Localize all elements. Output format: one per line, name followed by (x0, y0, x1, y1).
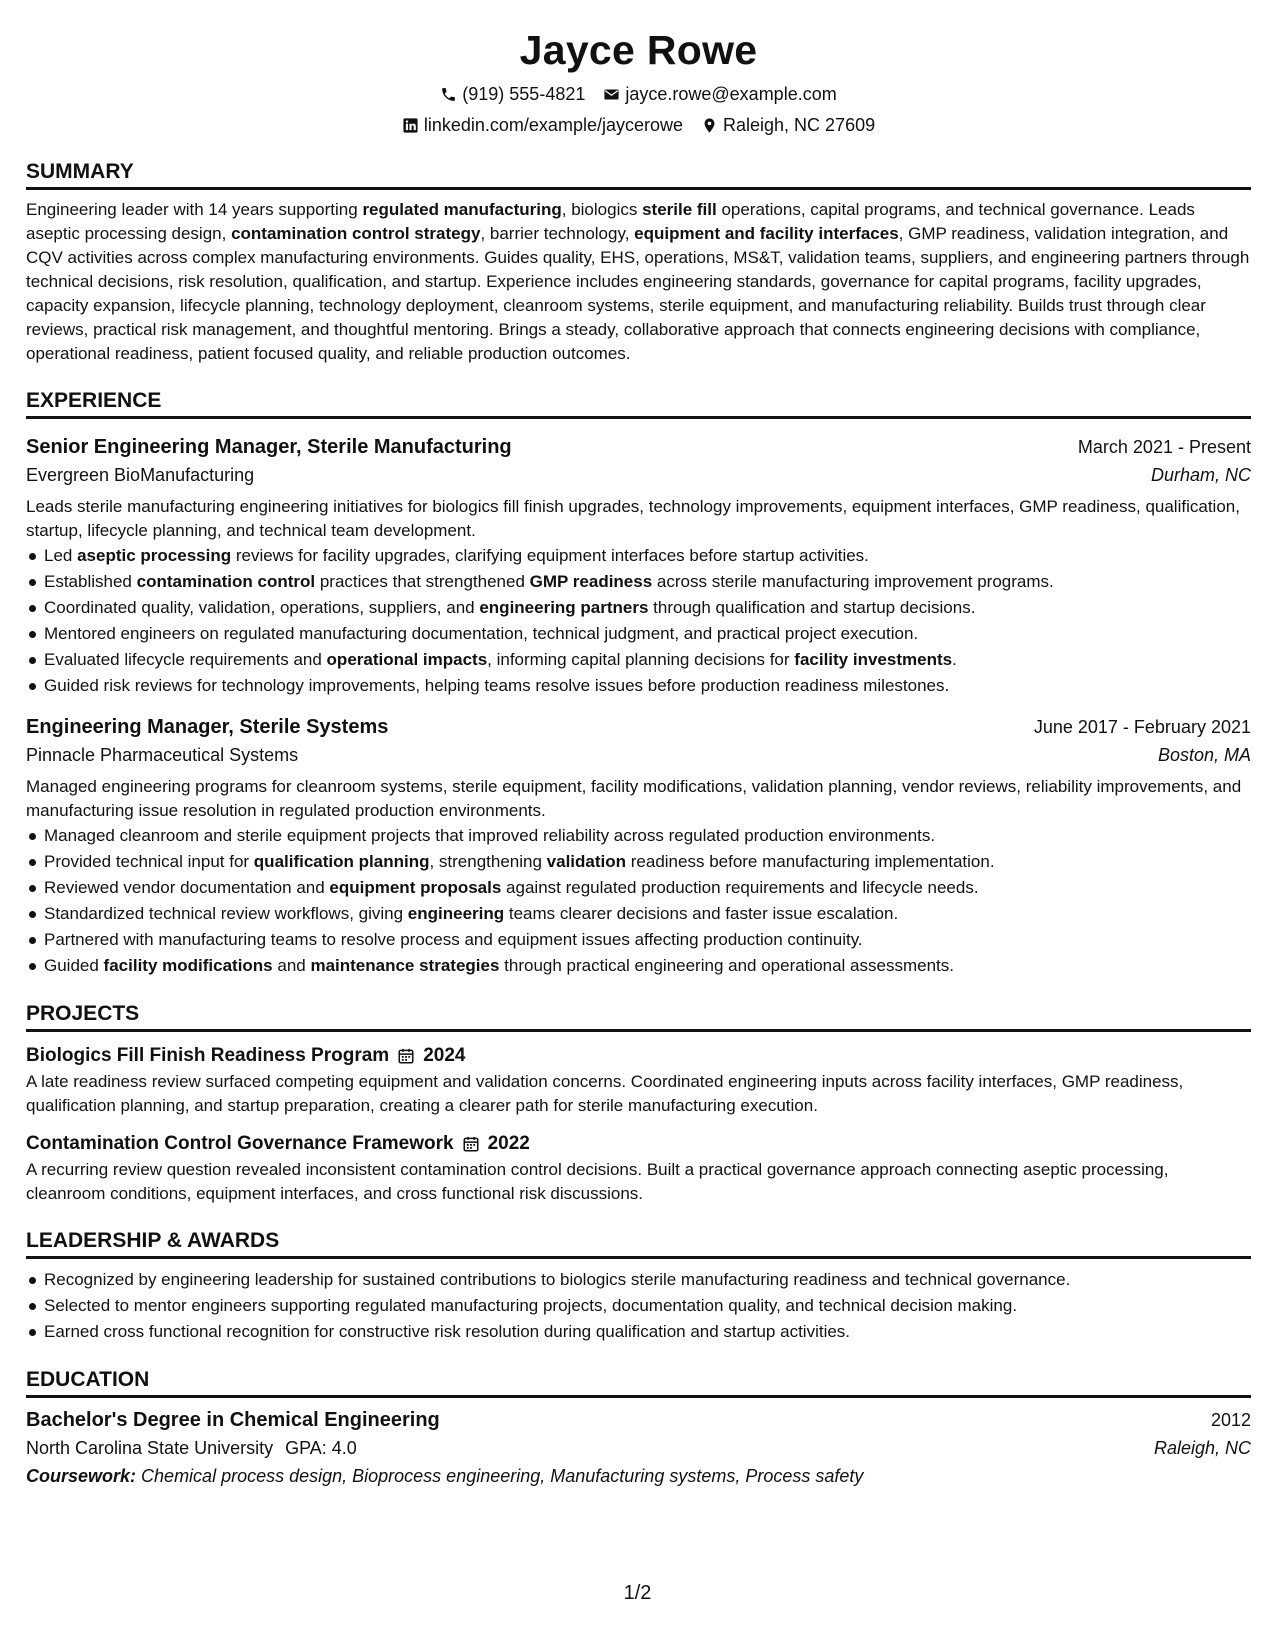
leadership-list (26, 1267, 1251, 1345)
linkedin-text[interactable]: linkedin.com/example/jaycerowe (423, 115, 683, 135)
email-text[interactable]: jayce.rowe@example.com (625, 84, 837, 104)
experience-section (26, 388, 1251, 979)
calendar-icon (397, 1047, 415, 1065)
job-description: Leads sterile manufacturing engineering initiatives for biologics fill finish upgrades, technology improvements, equipment interfaces, GMP readiness, qualification, startup, lifecycle planning, and technical team development. (26, 497, 1240, 540)
list-item: Standardized technical review workflows, giving engineering teams clearer decisions and faster issue escalation. (44, 901, 1251, 927)
company-name: Evergreen BioManufacturing (26, 465, 255, 485)
list-item: Led aseptic processing reviews for facility upgrades, clarifying equipment interfaces before startup activities. (44, 543, 1251, 569)
section-title-experience: EXPERIENCE (26, 388, 1251, 419)
job-entry (26, 433, 1251, 699)
list-item: Established contamination control practices that strengthened GMP readiness across sterile manufacturing improvement programs. (44, 569, 1251, 595)
project-description: A late readiness review surfaced competing equipment and validation concerns. Coordinated engineering inputs across facility interfaces, GMP readiness, qualification planning, and startup preparation, creating a clearer path for sterile manufacturing execution. (26, 1072, 1184, 1115)
phone-text: (919) 555-4821 (462, 84, 586, 104)
project-name: Biologics Fill Finish Readiness Program (26, 1045, 390, 1066)
contact-line-1 (26, 82, 1251, 106)
school-location: Raleigh, NC (1153, 1438, 1251, 1458)
resume-header (26, 0, 1251, 137)
degree-name: Bachelor's Degree in Chemical Engineering (26, 1409, 440, 1431)
project-description: A recurring review question revealed inconsistent contamination control decisions. Built a practical governance approach connecting aseptic processing, cleanroom conditions, equipment interfaces, and cross functional risk discussions. (26, 1160, 1169, 1203)
job-dates: March 2021 - Present (1077, 437, 1251, 457)
section-title-summary: SUMMARY (26, 159, 1251, 190)
list-item: Earned cross functional recognition for constructive risk resolution during qualification and startup activities. (44, 1319, 1251, 1345)
section-title-education: EDUCATION (26, 1367, 1251, 1398)
projects-section (26, 1001, 1251, 1206)
page-number: 1/2 (623, 1582, 652, 1604)
contact-location (701, 113, 875, 137)
list-item: Selected to mentor engineers supporting regulated manufacturing projects, documentation quality, and technical decision making. (44, 1293, 1251, 1319)
job-bullets (26, 543, 1251, 699)
summary-section (26, 159, 1251, 366)
contact-linkedin[interactable] (402, 113, 683, 137)
coursework-label: Coursework: (26, 1466, 137, 1486)
project-year: 2024 (423, 1045, 466, 1066)
job-title: Engineering Manager, Sterile Systems (26, 716, 389, 738)
project-entry (26, 1042, 1251, 1118)
location-text: Raleigh, NC 27609 (723, 115, 876, 135)
project-entry (26, 1130, 1251, 1206)
graduation-year: 2012 (1210, 1410, 1251, 1430)
list-item: Reviewed vendor documentation and equipment proposals against regulated production requirements and lifecycle needs. (44, 875, 1251, 901)
job-location: Boston, MA (1157, 745, 1251, 765)
job-bullets (26, 823, 1251, 979)
calendar-icon (462, 1135, 480, 1153)
company-name: Pinnacle Pharmaceutical Systems (26, 745, 299, 765)
school-name: North Carolina State University (26, 1438, 274, 1458)
job-location: Durham, NC (1150, 465, 1251, 485)
list-item: Guided risk reviews for technology improvements, helping teams resolve issues before production readiness milestones. (44, 673, 1251, 699)
candidate-name: Jayce Rowe (519, 27, 758, 73)
list-item: Evaluated lifecycle requirements and operational impacts, informing capital planning decisions for facility investments. (44, 647, 1251, 673)
project-name: Contamination Control Governance Framework (26, 1133, 454, 1154)
list-item: Managed cleanroom and sterile equipment projects that improved reliability across regulated production environments. (44, 823, 1251, 849)
coursework-text: Chemical process design, Bioprocess engineering, Manufacturing systems, Process safety (141, 1466, 864, 1486)
list-item: Partnered with manufacturing teams to resolve process and equipment issues affecting production continuity. (44, 927, 1251, 953)
list-item: Guided facility modifications and maintenance strategies through practical engineering and operational assessments. (44, 953, 1251, 979)
map-pin-icon (701, 117, 718, 134)
contact-phone (440, 82, 585, 106)
summary-text: Engineering leader with 14 years supporting regulated manufacturing, biologics sterile fill operations, capital programs, and technical governance. Leads aseptic processing design, contamination control strategy, barrier technology, equipment and facility interfaces, GMP readiness, validation integration, and CQV activities across complex manufacturing environments. Guides quality, EHS, operations, MS&T, validation teams, suppliers, and engineering partners through technical decisions, risk resolution, qualification, and startup. Experience includes engineering standards, governance for capital programs, facility upgrades, capacity expansion, lifecycle planning, technology deployment, cleanroom systems, sterile equipment, and manufacturing reliability. Builds trust through clear reviews, practical risk management, and thoughtful mentoring. Brings a steady, collaborative approach that connects engineering decisions with compliance, operational readiness, patient focused quality, and reliable production outcomes. (26, 200, 1250, 363)
job-dates: June 2017 - February 2021 (1033, 717, 1251, 737)
gpa: GPA: 4.0 (285, 1438, 357, 1458)
education-section (26, 1367, 1251, 1490)
contact-email[interactable] (603, 82, 836, 106)
linkedin-icon (402, 117, 419, 134)
project-year: 2022 (487, 1133, 530, 1154)
list-item: Mentored engineers on regulated manufacturing documentation, technical judgment, and practical project execution. (44, 621, 1251, 647)
job-description: Managed engineering programs for cleanroom systems, sterile equipment, facility modifications, validation planning, vendor reviews, reliability improvements, and manufacturing issue resolution in regulated production environments. (26, 777, 1242, 820)
section-title-projects: PROJECTS (26, 1001, 1251, 1032)
coursework-line (26, 1462, 1251, 1490)
leadership-section (26, 1228, 1251, 1345)
job-title: Senior Engineering Manager, Sterile Manufacturing (26, 436, 512, 458)
resume-page (26, 0, 1251, 1490)
contact-line-2 (26, 113, 1251, 137)
phone-icon (440, 86, 457, 103)
job-entry (26, 713, 1251, 979)
list-item: Coordinated quality, validation, operations, suppliers, and engineering partners through qualification and startup decisions. (44, 595, 1251, 621)
list-item: Provided technical input for qualification planning, strengthening validation readiness before manufacturing implementation. (44, 849, 1251, 875)
list-item: Recognized by engineering leadership for sustained contributions to biologics sterile manufacturing readiness and technical governance. (44, 1267, 1251, 1293)
envelope-icon (603, 86, 620, 103)
section-title-leadership: LEADERSHIP & AWARDS (26, 1228, 1251, 1259)
